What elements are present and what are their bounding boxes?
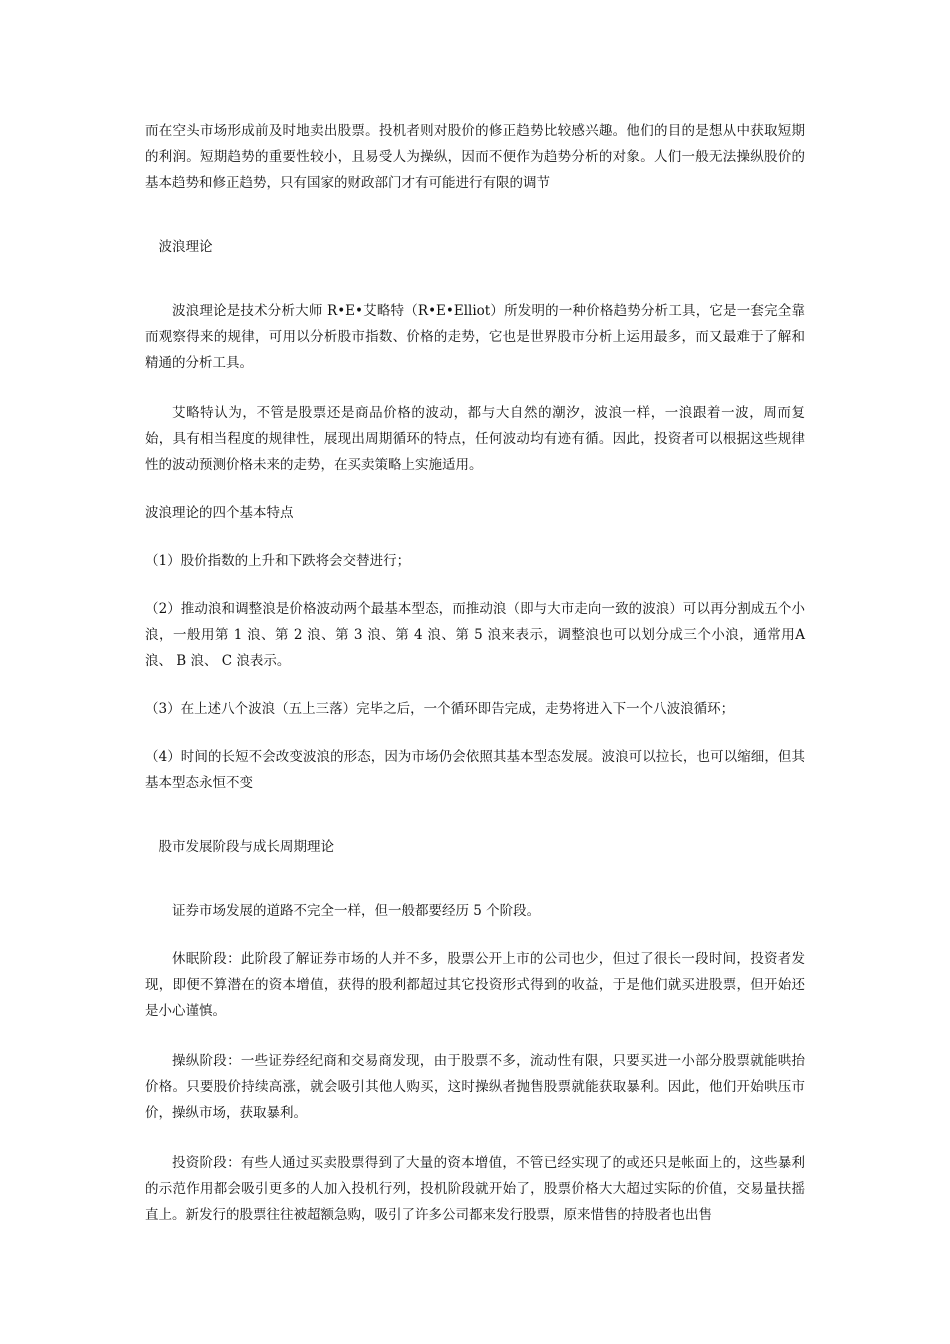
heading-market-stages: 股市发展阶段与成长周期理论: [158, 839, 334, 855]
paragraph-dormant-stage: 休眠阶段：此阶段了解证券市场的人并不多，股票公开上市的公司也少，但过了很长一段时间，投资者发现，即便不算潜在的资本增值，获得的股利都超过其它投资形式得到的收益，于是他们就买进股票，但开始还是小心谨慎。: [145, 951, 805, 1019]
paragraph-stages-intro: 证券市场发展的道路不完全一样，但一般都要经历 5 个阶段。: [172, 903, 541, 919]
paragraph-investment-stage: 投资阶段：有些人通过买卖股票得到了大量的资本增值，不管已经实现了的或还只是帐面上的，这些暴利的示范作用都会吸引更多的人加入投机行列，投机阶段就开始了，股票价格大大超过实际的价值，交易量扶摇直上。新发行的股票往往被超额急购，吸引了许多公司都来发行股票，原来惜售的持股者也出售: [145, 1155, 805, 1223]
heading-four-features: 波浪理论的四个基本特点: [145, 505, 294, 521]
heading-wave-theory: 波浪理论: [158, 239, 213, 255]
list-item-feature-3: （3）在上述八个波浪（五上三落）完毕之后，一个循环即告完成，走势将进入下一个八波浪循环；: [145, 701, 735, 717]
paragraph-wave-intro: 波浪理论是技术分析大师 R•E•艾略特（R•E•Elliot）所发明的一种价格趋势分析工具，它是一套完全靠而观察得来的规律，可用以分析股市指数、价格的走势，它也是世界股市分析上运用最多，而又最难于了解和精通的分析工具。: [145, 303, 805, 371]
paragraph-trend-summary: 而在空头市场形成前及时地卖出股票。投机者则对股价的修正趋势比较感兴趣。他们的目的是想从中获取短期的利润。短期趋势的重要性较小，且易受人为操纵，因而不便作为趋势分析的对象。人们一般无法操纵股价的基本趋势和修正趋势，只有国家的财政部门才有可能进行有限的调节: [145, 123, 805, 191]
paragraph-elliot-view: 艾略特认为，不管是股票还是商品价格的波动，都与大自然的潮汐，波浪一样，一浪跟着一波，周而复始，具有相当程度的规律性，展现出周期循环的特点，任何波动均有迹有循。因此，投资者可以根据这些规律性的波动预测价格未来的走势，在买卖策略上实施适用。: [145, 405, 805, 473]
list-item-feature-2: （2）推动浪和调整浪是价格波动两个最基本型态，而推动浪（即与大市走向一致的波浪）可以再分割成五个小浪，一般用第 1 浪、第 2 浪、第 3 浪、第 4 浪、第 5 浪来表示，调整浪也可以划分成三个小浪，通常用A 浪、 B 浪、 C 浪表示。: [145, 601, 805, 669]
paragraph-manipulation-stage: 操纵阶段：一些证券经纪商和交易商发现，由于股票不多，流动性有限，只要买进一小部分股票就能哄抬价格。只要股价持续高涨，就会吸引其他人购买，这时操纵者抛售股票就能获取暴利。因此，他们开始哄压市价，操纵市场，获取暴利。: [145, 1053, 805, 1121]
document-page: [145, 118, 805, 1228]
list-item-feature-1: （1）股价指数的上升和下跌将会交替进行；: [145, 553, 411, 569]
list-item-feature-4: （4）时间的长短不会改变波浪的形态，因为市场仍会依照其基本型态发展。波浪可以拉长，也可以缩细，但其基本型态永恒不变: [145, 749, 805, 791]
